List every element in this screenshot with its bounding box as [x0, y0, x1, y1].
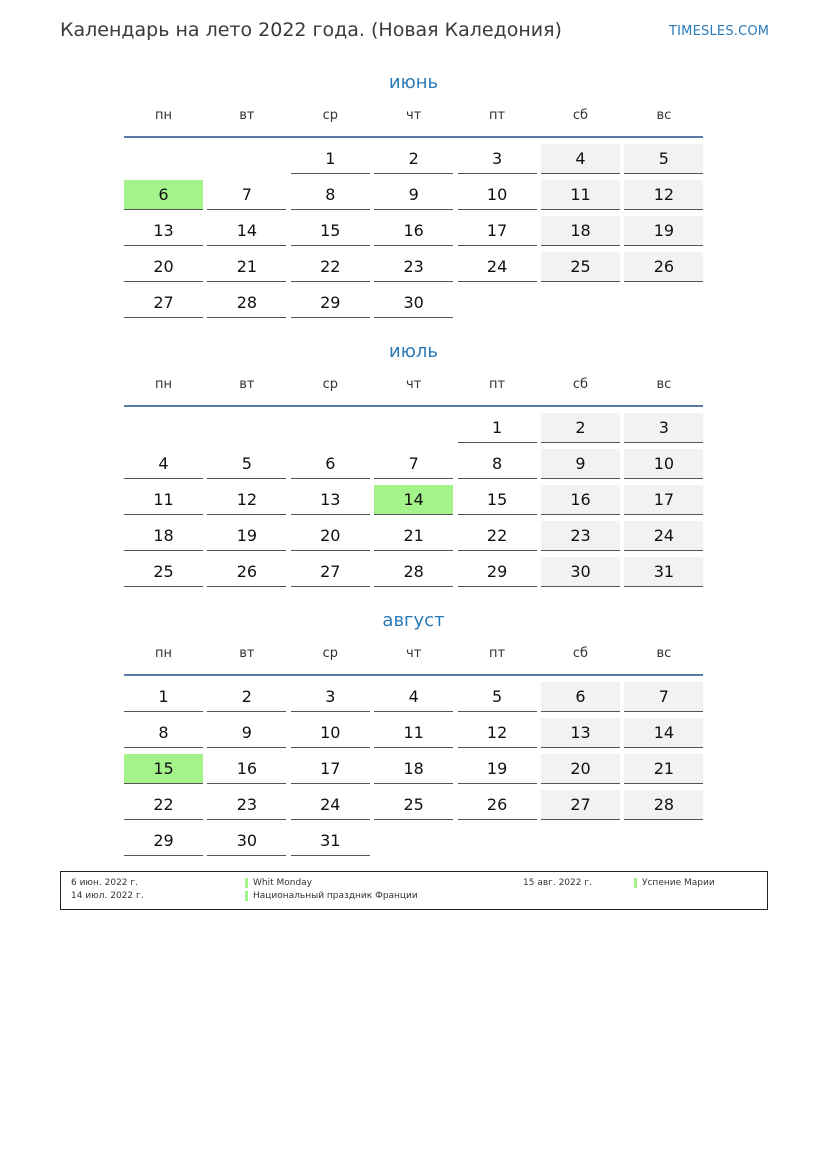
day-cell: 21 [374, 521, 453, 551]
day-cell: 6 [541, 682, 620, 712]
page-title: Календарь на лето 2022 года. (Новая Каледония) [60, 19, 562, 41]
day-cell: 27 [124, 288, 203, 318]
day-cell: 24 [458, 252, 537, 282]
day-cell: 7 [624, 682, 703, 712]
day-cell: 2 [541, 413, 620, 443]
day-cell: 8 [458, 449, 537, 479]
legend-holiday-marker [245, 878, 248, 888]
day-cell: 1 [458, 413, 537, 443]
month-block [124, 608, 703, 850]
day-cell: 10 [624, 449, 703, 479]
day-cell: 20 [291, 521, 370, 551]
day-cell: 27 [541, 790, 620, 820]
day-cell: 23 [541, 521, 620, 551]
day-cell: 16 [207, 754, 286, 784]
day-cell: 28 [207, 288, 286, 318]
day-cell: 26 [458, 790, 537, 820]
day-cell: 27 [291, 557, 370, 587]
day-cell: 22 [291, 252, 370, 282]
day-cell: 1 [124, 682, 203, 712]
weekday-label: чт [406, 646, 422, 661]
day-cell: 20 [124, 252, 203, 282]
day-cell: 3 [458, 144, 537, 174]
day-cell: 30 [541, 557, 620, 587]
day-cell: 13 [124, 216, 203, 246]
weekday-label: вт [239, 646, 255, 661]
day-cell: 29 [124, 826, 203, 856]
month-block [124, 70, 703, 312]
weekday-label: чт [406, 108, 422, 123]
day-cell: 24 [624, 521, 703, 551]
day-cell: 10 [458, 180, 537, 210]
day-cell: 9 [374, 180, 453, 210]
legend-holiday-name: Whit Monday [253, 878, 313, 888]
day-cell: 5 [207, 449, 286, 479]
day-cell: 16 [541, 485, 620, 515]
weekday-label: ср [322, 646, 338, 661]
day-cell: 17 [624, 485, 703, 515]
day-cell: 19 [458, 754, 537, 784]
legend-date: 15 авг. 2022 г. [523, 878, 592, 888]
legend-date: 14 июл. 2022 г. [71, 891, 144, 901]
day-cell: 15 [458, 485, 537, 515]
weekday-label: вс [656, 377, 672, 392]
legend-holiday-name: Национальный праздник Франции [253, 891, 418, 901]
weekday-header [124, 365, 703, 407]
month-name: июль [389, 341, 438, 362]
day-cell: 13 [291, 485, 370, 515]
day-cell: 8 [124, 718, 203, 748]
day-cell: 11 [374, 718, 453, 748]
weekday-label: пт [489, 108, 506, 123]
day-cell: 8 [291, 180, 370, 210]
day-cell: 13 [541, 718, 620, 748]
day-cell: 22 [458, 521, 537, 551]
weekday-label: сб [572, 108, 589, 123]
day-cell: 18 [374, 754, 453, 784]
day-cell: 15 [291, 216, 370, 246]
legend-holiday-marker [634, 878, 637, 888]
weekday-label: пт [489, 646, 506, 661]
day-cell: 25 [374, 790, 453, 820]
legend-holiday-marker [245, 891, 248, 901]
day-cell: 9 [541, 449, 620, 479]
day-cell: 5 [458, 682, 537, 712]
day-cell: 7 [207, 180, 286, 210]
weekday-label: пн [155, 108, 172, 123]
day-cell: 3 [291, 682, 370, 712]
day-cell: 4 [541, 144, 620, 174]
day-cell: 23 [207, 790, 286, 820]
weekday-label: пн [155, 646, 172, 661]
day-cell: 31 [291, 826, 370, 856]
day-cell: 5 [624, 144, 703, 174]
weekday-label: вс [656, 646, 672, 661]
day-cell: 30 [374, 288, 453, 318]
day-cell: 14 [207, 216, 286, 246]
day-cell: 31 [624, 557, 703, 587]
day-cell: 3 [624, 413, 703, 443]
weekday-label: сб [572, 646, 589, 661]
day-cell: 18 [124, 521, 203, 551]
day-cell: 2 [207, 682, 286, 712]
day-cell: 7 [374, 449, 453, 479]
month-block [124, 339, 703, 581]
day-cell: 25 [541, 252, 620, 282]
day-cell: 25 [124, 557, 203, 587]
day-cell: 20 [541, 754, 620, 784]
month-name: июнь [388, 72, 439, 93]
day-cell: 1 [291, 144, 370, 174]
day-cell: 11 [541, 180, 620, 210]
weekday-label: чт [406, 377, 422, 392]
day-cell: 26 [624, 252, 703, 282]
day-cell: 17 [291, 754, 370, 784]
day-cell: 28 [374, 557, 453, 587]
day-cell: 10 [291, 718, 370, 748]
legend-holiday-name: Успение Марии [642, 878, 715, 888]
day-cell: 16 [374, 216, 453, 246]
day-cell: 11 [124, 485, 203, 515]
day-cell: 29 [458, 557, 537, 587]
legend-date: 6 июн. 2022 г. [71, 878, 138, 888]
weekday-header [124, 634, 703, 676]
weekday-label: пн [155, 377, 172, 392]
day-cell: 23 [374, 252, 453, 282]
weekday-label: вс [656, 108, 672, 123]
day-cell: 21 [207, 252, 286, 282]
day-cell: 24 [291, 790, 370, 820]
day-cell-holiday: 14 [374, 485, 453, 515]
day-cell: 21 [624, 754, 703, 784]
day-cell: 12 [624, 180, 703, 210]
day-cell: 28 [624, 790, 703, 820]
day-cell: 9 [207, 718, 286, 748]
day-cell: 19 [207, 521, 286, 551]
day-cell: 4 [124, 449, 203, 479]
day-cell: 22 [124, 790, 203, 820]
weekday-header [124, 96, 703, 138]
day-cell: 26 [207, 557, 286, 587]
day-cell: 19 [624, 216, 703, 246]
day-cell: 6 [291, 449, 370, 479]
weekday-label: вт [239, 377, 255, 392]
day-cell: 30 [207, 826, 286, 856]
site-link[interactable]: TIMESLES.COM [669, 24, 770, 39]
weekday-label: сб [572, 377, 589, 392]
day-cell: 12 [458, 718, 537, 748]
weekday-label: вт [239, 108, 255, 123]
weekday-label: ср [322, 108, 338, 123]
weekday-label: ср [322, 377, 338, 392]
holiday-legend [60, 871, 768, 910]
day-cell-holiday: 6 [124, 180, 203, 210]
day-cell: 2 [374, 144, 453, 174]
day-cell-holiday: 15 [124, 754, 203, 784]
month-name: август [382, 610, 445, 631]
day-cell: 14 [624, 718, 703, 748]
day-cell: 29 [291, 288, 370, 318]
day-cell: 18 [541, 216, 620, 246]
weekday-label: пт [489, 377, 506, 392]
day-cell: 12 [207, 485, 286, 515]
day-cell: 4 [374, 682, 453, 712]
day-cell: 17 [458, 216, 537, 246]
